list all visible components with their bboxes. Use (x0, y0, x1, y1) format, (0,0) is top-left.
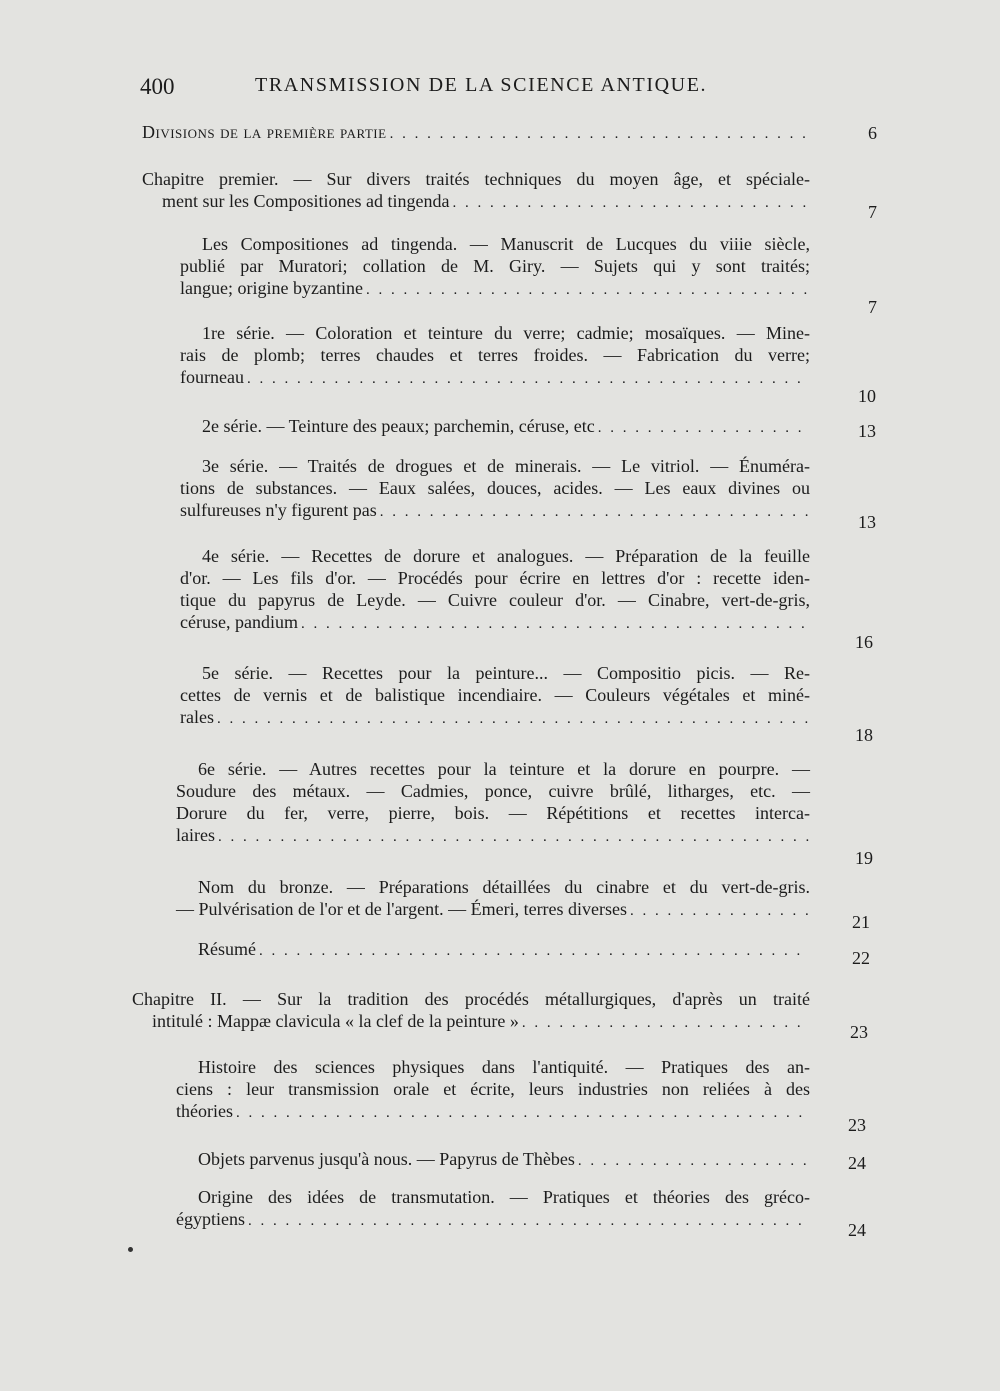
leader-dots (248, 1210, 810, 1232)
entry-line: tions de substances. — Eaux salées, douces, acides. — Les eaux divines ou (180, 478, 810, 498)
toc-entry (176, 758, 810, 848)
entry-page-number: 10 (858, 386, 876, 406)
toc-entry (132, 988, 810, 1034)
leader-dots (366, 279, 810, 301)
entry-text: ment sur les Compositiones ad tingenda (162, 191, 450, 211)
toc-entry (176, 1056, 810, 1124)
toc-entry (176, 1186, 810, 1232)
entry-text: sulfureuses n'y figurent pas (180, 500, 377, 520)
entry-text: fourneau (180, 367, 244, 387)
entry-page-number: 24 (848, 1220, 866, 1240)
leader-dots (522, 1012, 810, 1034)
entry-page-number: 24 (848, 1153, 866, 1173)
toc-entry (180, 545, 810, 635)
toc-entry (180, 455, 810, 523)
leader-dots (380, 501, 810, 523)
leader-dots (630, 900, 810, 922)
leader-dots (236, 1102, 810, 1124)
entry-page-number: 19 (855, 848, 873, 868)
entry-page-number: 21 (852, 912, 870, 932)
entry-line: Histoire des sciences physiques dans l'antiquité. — Pratiques des an- (198, 1057, 810, 1077)
entry-line: d'or. — Les fils d'or. — Procédés pour écrire en lettres d'or : recette iden- (180, 568, 810, 588)
entry-line: Les Compositiones ad tingenda. — Manuscrit de Lucques du viiie siècle, (202, 234, 810, 254)
entry-page-number: 16 (855, 632, 873, 652)
entry-text: Divisions de la première partie (142, 122, 387, 142)
entry-line: ciens : leur transmission orale et écrite, leurs industries non reliées à des (176, 1079, 810, 1099)
entry-page-number: 23 (848, 1115, 866, 1135)
entry-text: Résumé (198, 939, 256, 959)
toc-entry (198, 1148, 810, 1172)
entry-line: 3e série. — Traités de drogues et de minerais. — Le vitriol. — Énuméra- (202, 456, 810, 476)
toc-entry (142, 168, 810, 214)
entry-page-number: 13 (858, 512, 876, 532)
leader-dots (301, 613, 810, 635)
toc-entry (176, 876, 810, 922)
entry-line: Soudure des métaux. — Cadmies, ponce, cuivre brûlé, litharges, etc. — (176, 781, 810, 801)
toc-entry (180, 233, 810, 301)
entry-line: Origine des idées de transmutation. — Pratiques et théories des gréco- (198, 1187, 810, 1207)
entry-line: cettes de vernis et de balistique incendiaire. — Couleurs végétales et miné- (180, 685, 810, 705)
entry-text: Objets parvenus jusqu'à nous. — Papyrus de Thèbes (198, 1149, 575, 1169)
entry-page-number: 7 (868, 202, 877, 222)
leader-dots (217, 708, 810, 730)
entry-line: 6e série. — Autres recettes pour la teinture et la dorure en pourpre. — (198, 759, 810, 779)
entry-line: Dorure du fer, verre, pierre, bois. — Répétitions et recettes interca- (176, 803, 810, 823)
entry-line: tique du papyrus de Leyde. — Cuivre couleur d'or. — Cinabre, vert-de-gris, (180, 590, 810, 610)
entry-page-number: 18 (855, 725, 873, 745)
toc-entry (198, 938, 810, 962)
toc-entry (202, 415, 810, 439)
page-number: 400 (140, 74, 175, 99)
running-title: TRANSMISSION DE LA SCIENCE ANTIQUE. (255, 74, 708, 96)
leader-dots (452, 192, 810, 214)
entry-line: 1re série. — Coloration et teinture du verre; cadmie; mosaïques. — Mine- (202, 323, 810, 343)
leader-dots (390, 123, 810, 145)
entry-text: — Pulvérisation de l'or et de l'argent. — Émeri, terres diverses (176, 899, 628, 919)
entry-page-number: 7 (868, 297, 877, 317)
entry-page-number: 13 (858, 421, 876, 441)
entry-text: égyptiens (176, 1209, 245, 1229)
toc-entry (180, 662, 810, 730)
entry-page-number: 6 (868, 123, 877, 143)
entry-line: 5e série. — Recettes pour la peinture... — Compositio picis. — Re- (202, 663, 810, 683)
entry-line: rais de plomb; terres chaudes et terres froides. — Fabrication du verre; (180, 345, 810, 365)
entry-text: rales (180, 707, 214, 727)
entry-text: intitulé : Mappæ clavicula « la clef de la peinture » (152, 1011, 519, 1031)
leader-dots (598, 417, 810, 439)
entry-line: Nom du bronze. — Préparations détaillées du cinabre et du vert-de-gris. (198, 877, 810, 897)
ink-speck (128, 1247, 133, 1252)
toc-entry (180, 322, 810, 390)
entry-line: Chapitre II. — Sur la tradition des procédés métallurgiques, d'après un traité (132, 989, 810, 1009)
entry-line: publié par Muratori; collation de M. Giry. — Sujets qui y sont traités; (180, 256, 810, 276)
toc-entry (142, 121, 810, 145)
page-header (140, 74, 780, 110)
leader-dots (218, 826, 810, 848)
entry-text: théories (176, 1101, 233, 1121)
entry-text: laires (176, 825, 215, 845)
entry-line: 4e série. — Recettes de dorure et analogues. — Préparation de la feuille (202, 546, 810, 566)
leader-dots (259, 940, 810, 962)
leader-dots (578, 1150, 810, 1172)
entry-text: céruse, pandium (180, 612, 298, 632)
leader-dots (247, 368, 810, 390)
entry-text: 2e série. — Teinture des peaux; parchemin, céruse, etc (202, 416, 595, 436)
entry-line: Chapitre premier. — Sur divers traités techniques du moyen âge, et spéciale- (142, 169, 810, 189)
entry-page-number: 22 (852, 948, 870, 968)
entry-text: langue; origine byzantine (180, 278, 363, 298)
entry-page-number: 23 (850, 1022, 868, 1042)
